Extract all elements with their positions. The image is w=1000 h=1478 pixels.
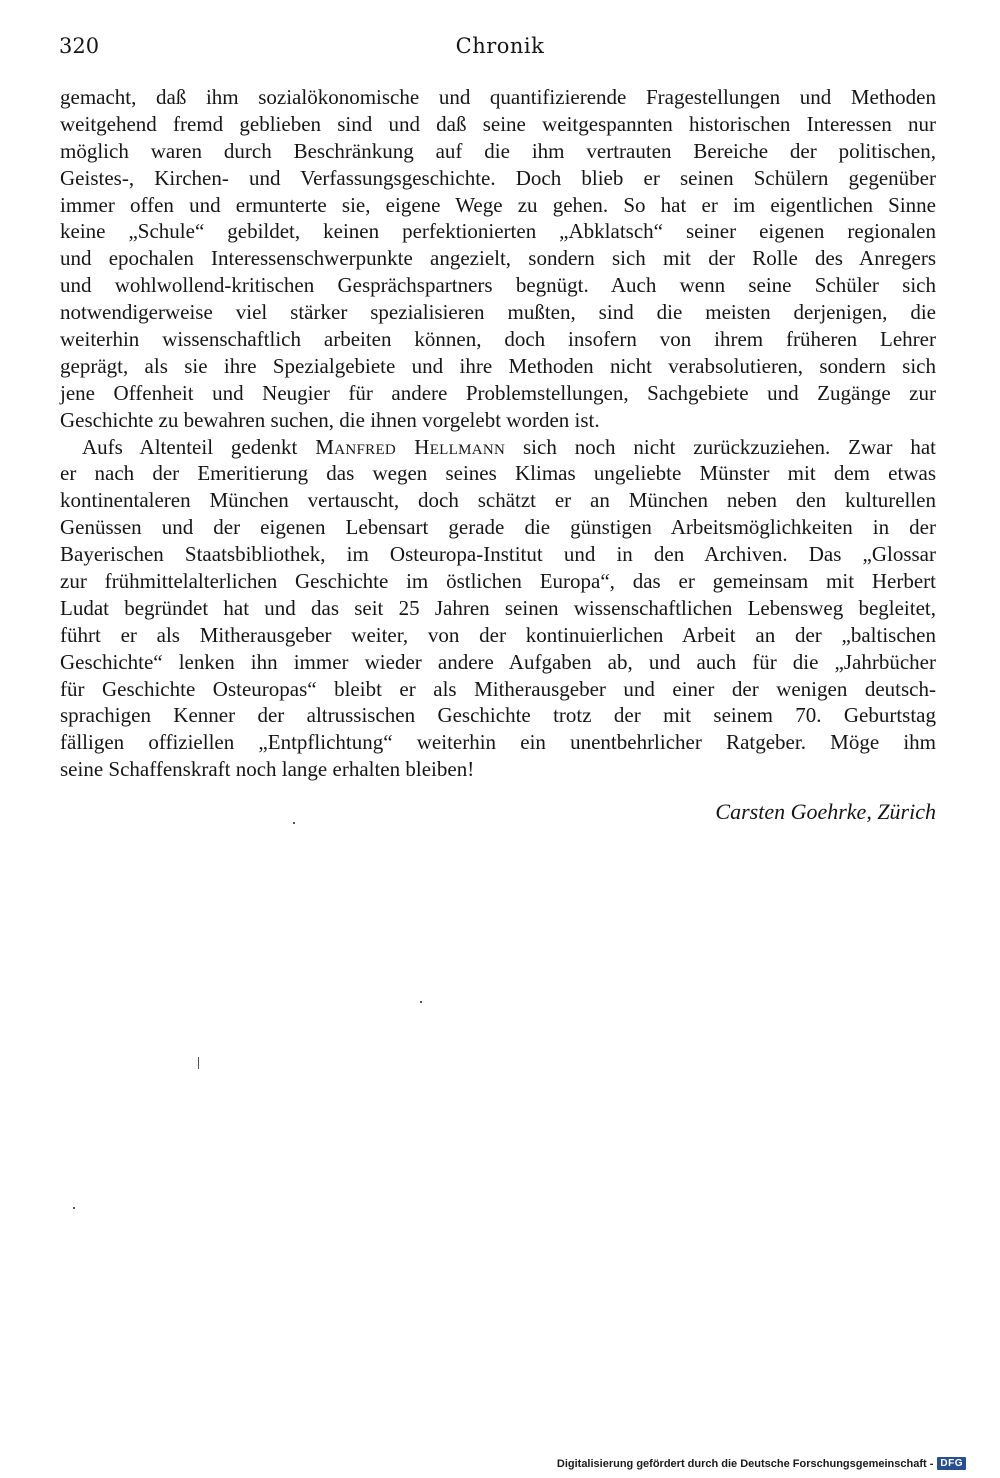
text-line: gemacht, daß ihm sozialökonomische und quantifizierende Fragestellungen und Methoden [60, 85, 936, 109]
text-line: Genüssen und der eigenen Lebensart gerade die günstigen Arbeitsmöglichkeiten in der [60, 515, 936, 540]
body-text [60, 84, 936, 783]
text-line: führt er als Mitherausgeber weiter, von der kontinuierlichen Arbeit an der „baltischen [60, 622, 936, 647]
text-line: immer offen und ermunterte sie, eigene Wege zu gehen. So hat er im eigentlichen Sinne [60, 192, 936, 217]
text-line: notwendigerweise viel stärker spezialisieren mußten, sind die meisten derjenigen, die [60, 300, 936, 325]
text-line: kontinentaleren München vertauscht, doch schätzt er an München neben den kulturellen [60, 488, 936, 513]
scan-speck [293, 822, 295, 824]
text-line: und wohlwollend-kritischen Gesprächspartners begnügt. Auch wenn seine Schüler sich [60, 273, 936, 298]
text-line: geprägt, als sie ihre Spezialgebiete und ihre Methoden nicht verabsolutieren, sondern sich [60, 353, 936, 378]
text-line: Geistes-, Kirchen- und Verfassungsgeschichte. Doch blieb er seinen Schülern gegenüber [60, 165, 936, 190]
text-line: Ludat begründet hat und das seit 25 Jahren seinen wissenschaftlichen Lebensweg begleitet, [60, 595, 936, 620]
text-line: weiterhin wissenschaftlich arbeiten können, doch insofern von ihrem früheren Lehrer [60, 327, 936, 352]
text-line [60, 434, 936, 461]
text-line: jene Offenheit und Neugier für andere Problemstellungen, Sachgebiete und Zugänge zur [60, 380, 936, 405]
text-line: Geschichte zu bewahren suchen, die ihnen vorgelebt worden ist. [60, 407, 600, 432]
text-line: Geschichte“ lenken ihn immer wieder andere Aufgaben ab, und auch für die „Jahrbücher [60, 649, 936, 674]
text-line: seine Schaffenskraft noch lange erhalten bleiben! [60, 757, 475, 782]
text-line: weitgehend fremd geblieben sind und daß seine weitgespannten historischen Interessen nur [60, 111, 936, 136]
text-line: und epochalen Interessenschwerpunkte angezielt, sondern sich mit der Rolle des Anregers [60, 246, 936, 271]
running-head: Chronik [455, 34, 545, 58]
text-fragment: Aufs Altenteil gedenkt [82, 434, 316, 459]
author-signature: Carsten Goehrke, Zürich [715, 799, 936, 824]
text-line: Bayerischen Staatsbibliothek, im Osteuropa-Institut und in den Archiven. Das „Glossar [60, 542, 936, 567]
scan-speck [198, 1057, 199, 1069]
paragraph-1 [60, 84, 936, 434]
footer-notice: Digitalisierung gefördert durch die Deutsche Forschungsgemeinschaft - [556, 1457, 934, 1470]
text-line: er nach der Emeritierung das wegen seines Klimas ungeliebte Münster mit dem etwas [60, 461, 936, 486]
page-number: 320 [59, 34, 100, 58]
text-line: fälligen offiziellen „Entpflichtung“ weiterhin ein unentbehrlicher Ratgeber. Möge ihm [60, 730, 936, 755]
scan-speck [420, 1001, 422, 1003]
scan-speck [73, 1207, 75, 1209]
text-fragment: sich noch nicht zurückzuziehen. Zwar hat [505, 434, 936, 459]
person-name: Manfred Hellmann [315, 434, 506, 459]
text-line: möglich waren durch Beschränkung auf die ihm vertrauten Bereiche der politischen, [60, 138, 936, 163]
digitization-footer [557, 1457, 966, 1470]
paragraph-2 [60, 434, 936, 784]
text-line: keine „Schule“ gebildet, keinen perfektionierten „Abklatsch“ seiner eigenen regionalen [60, 219, 936, 244]
text-line: sprachigen Kenner der altrussischen Geschichte trotz der mit seinem 70. Geburtstag [60, 703, 936, 728]
text-line: zur frühmittelalterlichen Geschichte im östlichen Europa“, das er gemeinsam mit Herbert [60, 569, 936, 594]
text-line: für Geschichte Osteuropas“ bleibt er als Mitherausgeber und einer der wenigen deutsch- [60, 676, 936, 701]
dfg-logo-icon: DFG [937, 1457, 966, 1470]
